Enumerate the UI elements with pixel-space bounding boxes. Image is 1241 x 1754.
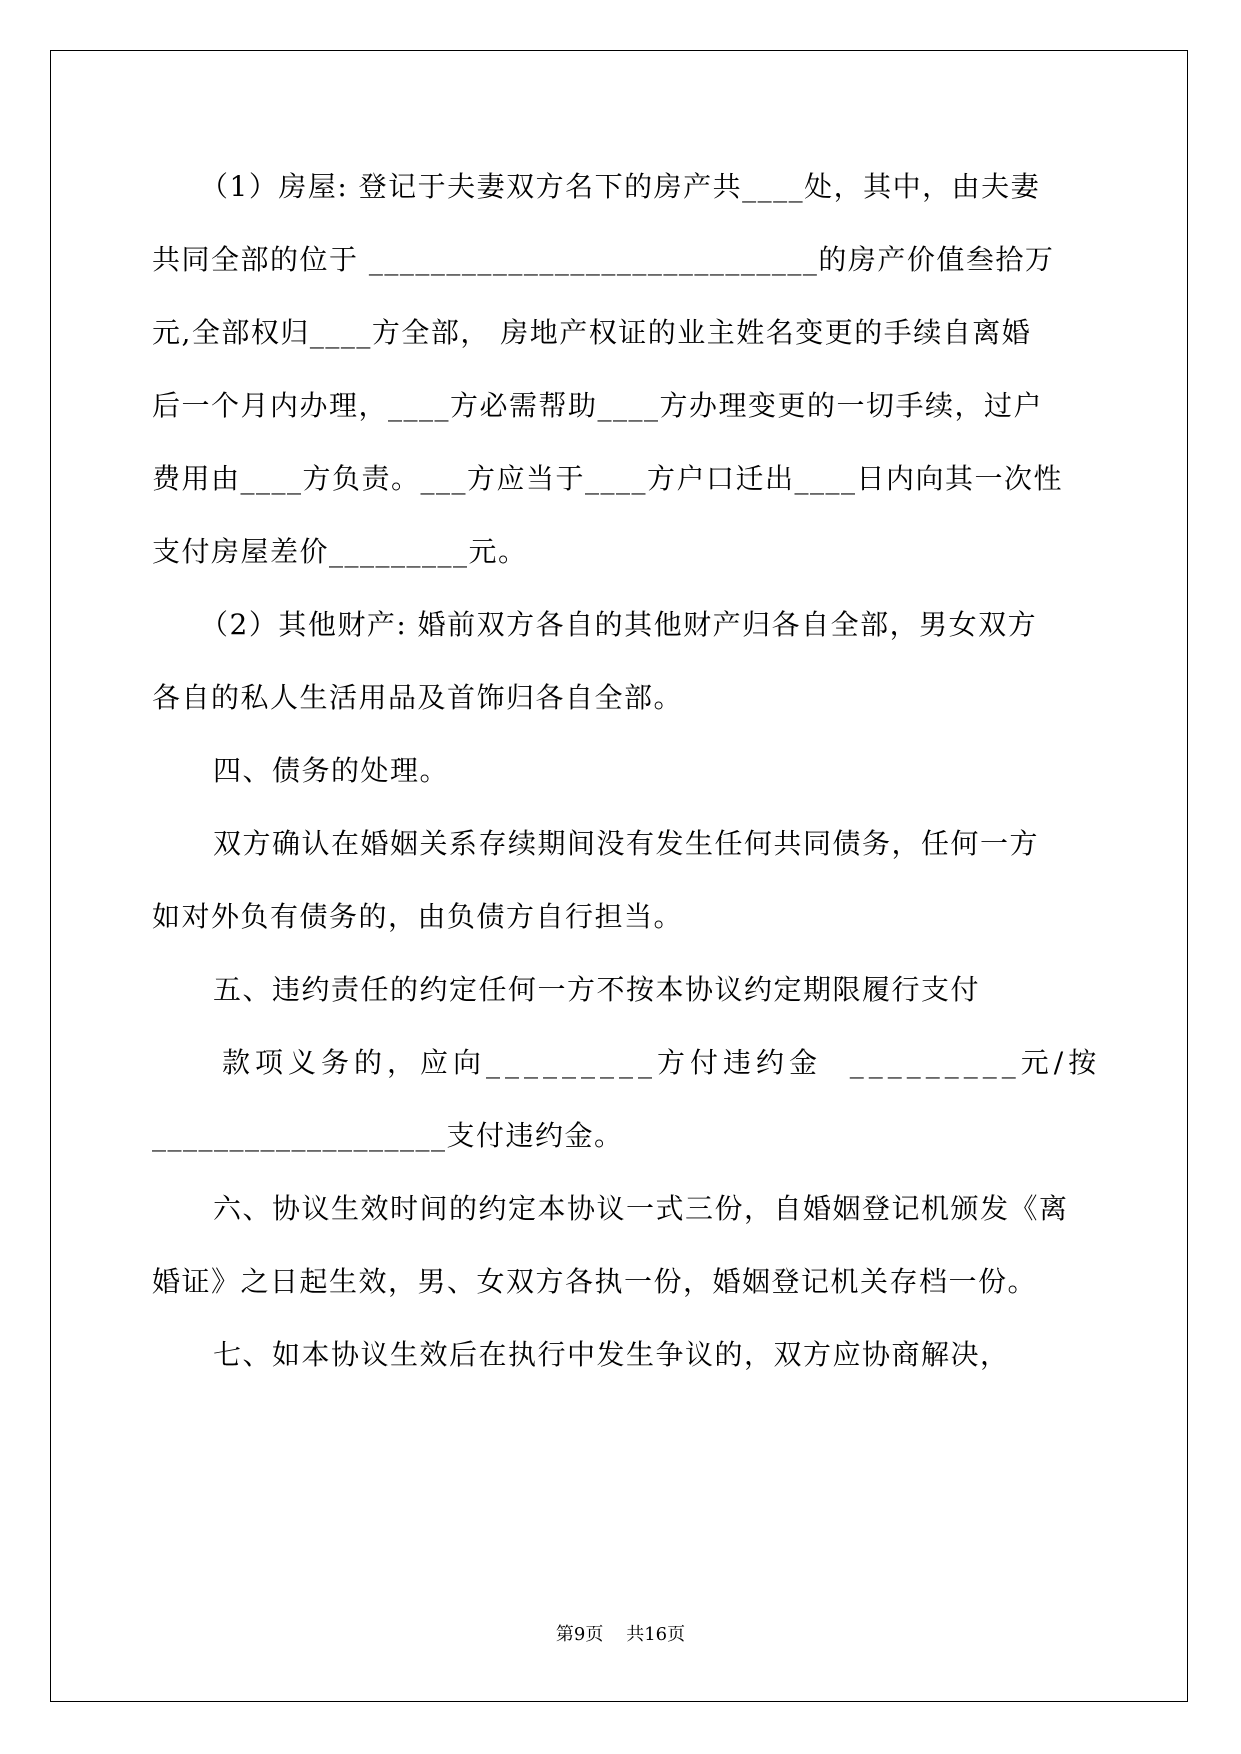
paragraph-line: （1）房屋: 登记于夫妻双方名下的房产共____处，其中，由夫妻 [200, 170, 1041, 203]
paragraph-line: 如对外负有债务的，由负债方自行担当。 [152, 900, 684, 933]
paragraph-line: 元,全部权归____方全部， 房地产权证的业主姓名变更的手续自离婚 [152, 316, 1032, 349]
paragraph-line: 费用由____方负责。___方应当于____方户口迁出____日内向其一次性 [152, 462, 1064, 495]
section-heading: 四、债务的处理。 [213, 754, 450, 787]
paragraph-line: 共同全部的位于 _____________________________的房产价值叁拾万 [152, 243, 1055, 276]
page-number-footer: 第9页 共16页 [555, 1624, 686, 1645]
section-heading: 七、如本协议生效后在执行中发生争议的，双方应协商解决， [213, 1338, 1010, 1371]
paragraph-line: ___________________支付违约金。 [152, 1119, 624, 1152]
paragraph-line: 后一个月内办理，____方必需帮助____方办理变更的一切手续，过户 [152, 389, 1044, 422]
section-heading: 六、协议生效时间的约定本协议一式三份，自婚姻登记机颁发《离 [213, 1192, 1069, 1225]
page-frame [50, 50, 1188, 1702]
paragraph-line: 支付房屋差价_________元。 [152, 535, 528, 568]
paragraph-line: 双方确认在婚姻关系存续期间没有发生任何共同债务，任何一方 [213, 827, 1040, 860]
paragraph-line: （2）其他财产: 婚前双方各自的其他财产归各自全部，男女双方 [200, 608, 1038, 641]
paragraph-line: 婚证》之日起生效，男、女双方各执一份，婚姻登记机关存档一份。 [152, 1265, 1038, 1298]
paragraph-line: 各自的私人生活用品及首饰归各自全部。 [152, 681, 684, 714]
section-heading: 五、违约责任的约定任何一方不按本协议约定期限履行支付 [213, 973, 981, 1006]
paragraph-line: 款项义务的，应向_________方付违约金 _________元/按 [222, 1046, 1102, 1079]
